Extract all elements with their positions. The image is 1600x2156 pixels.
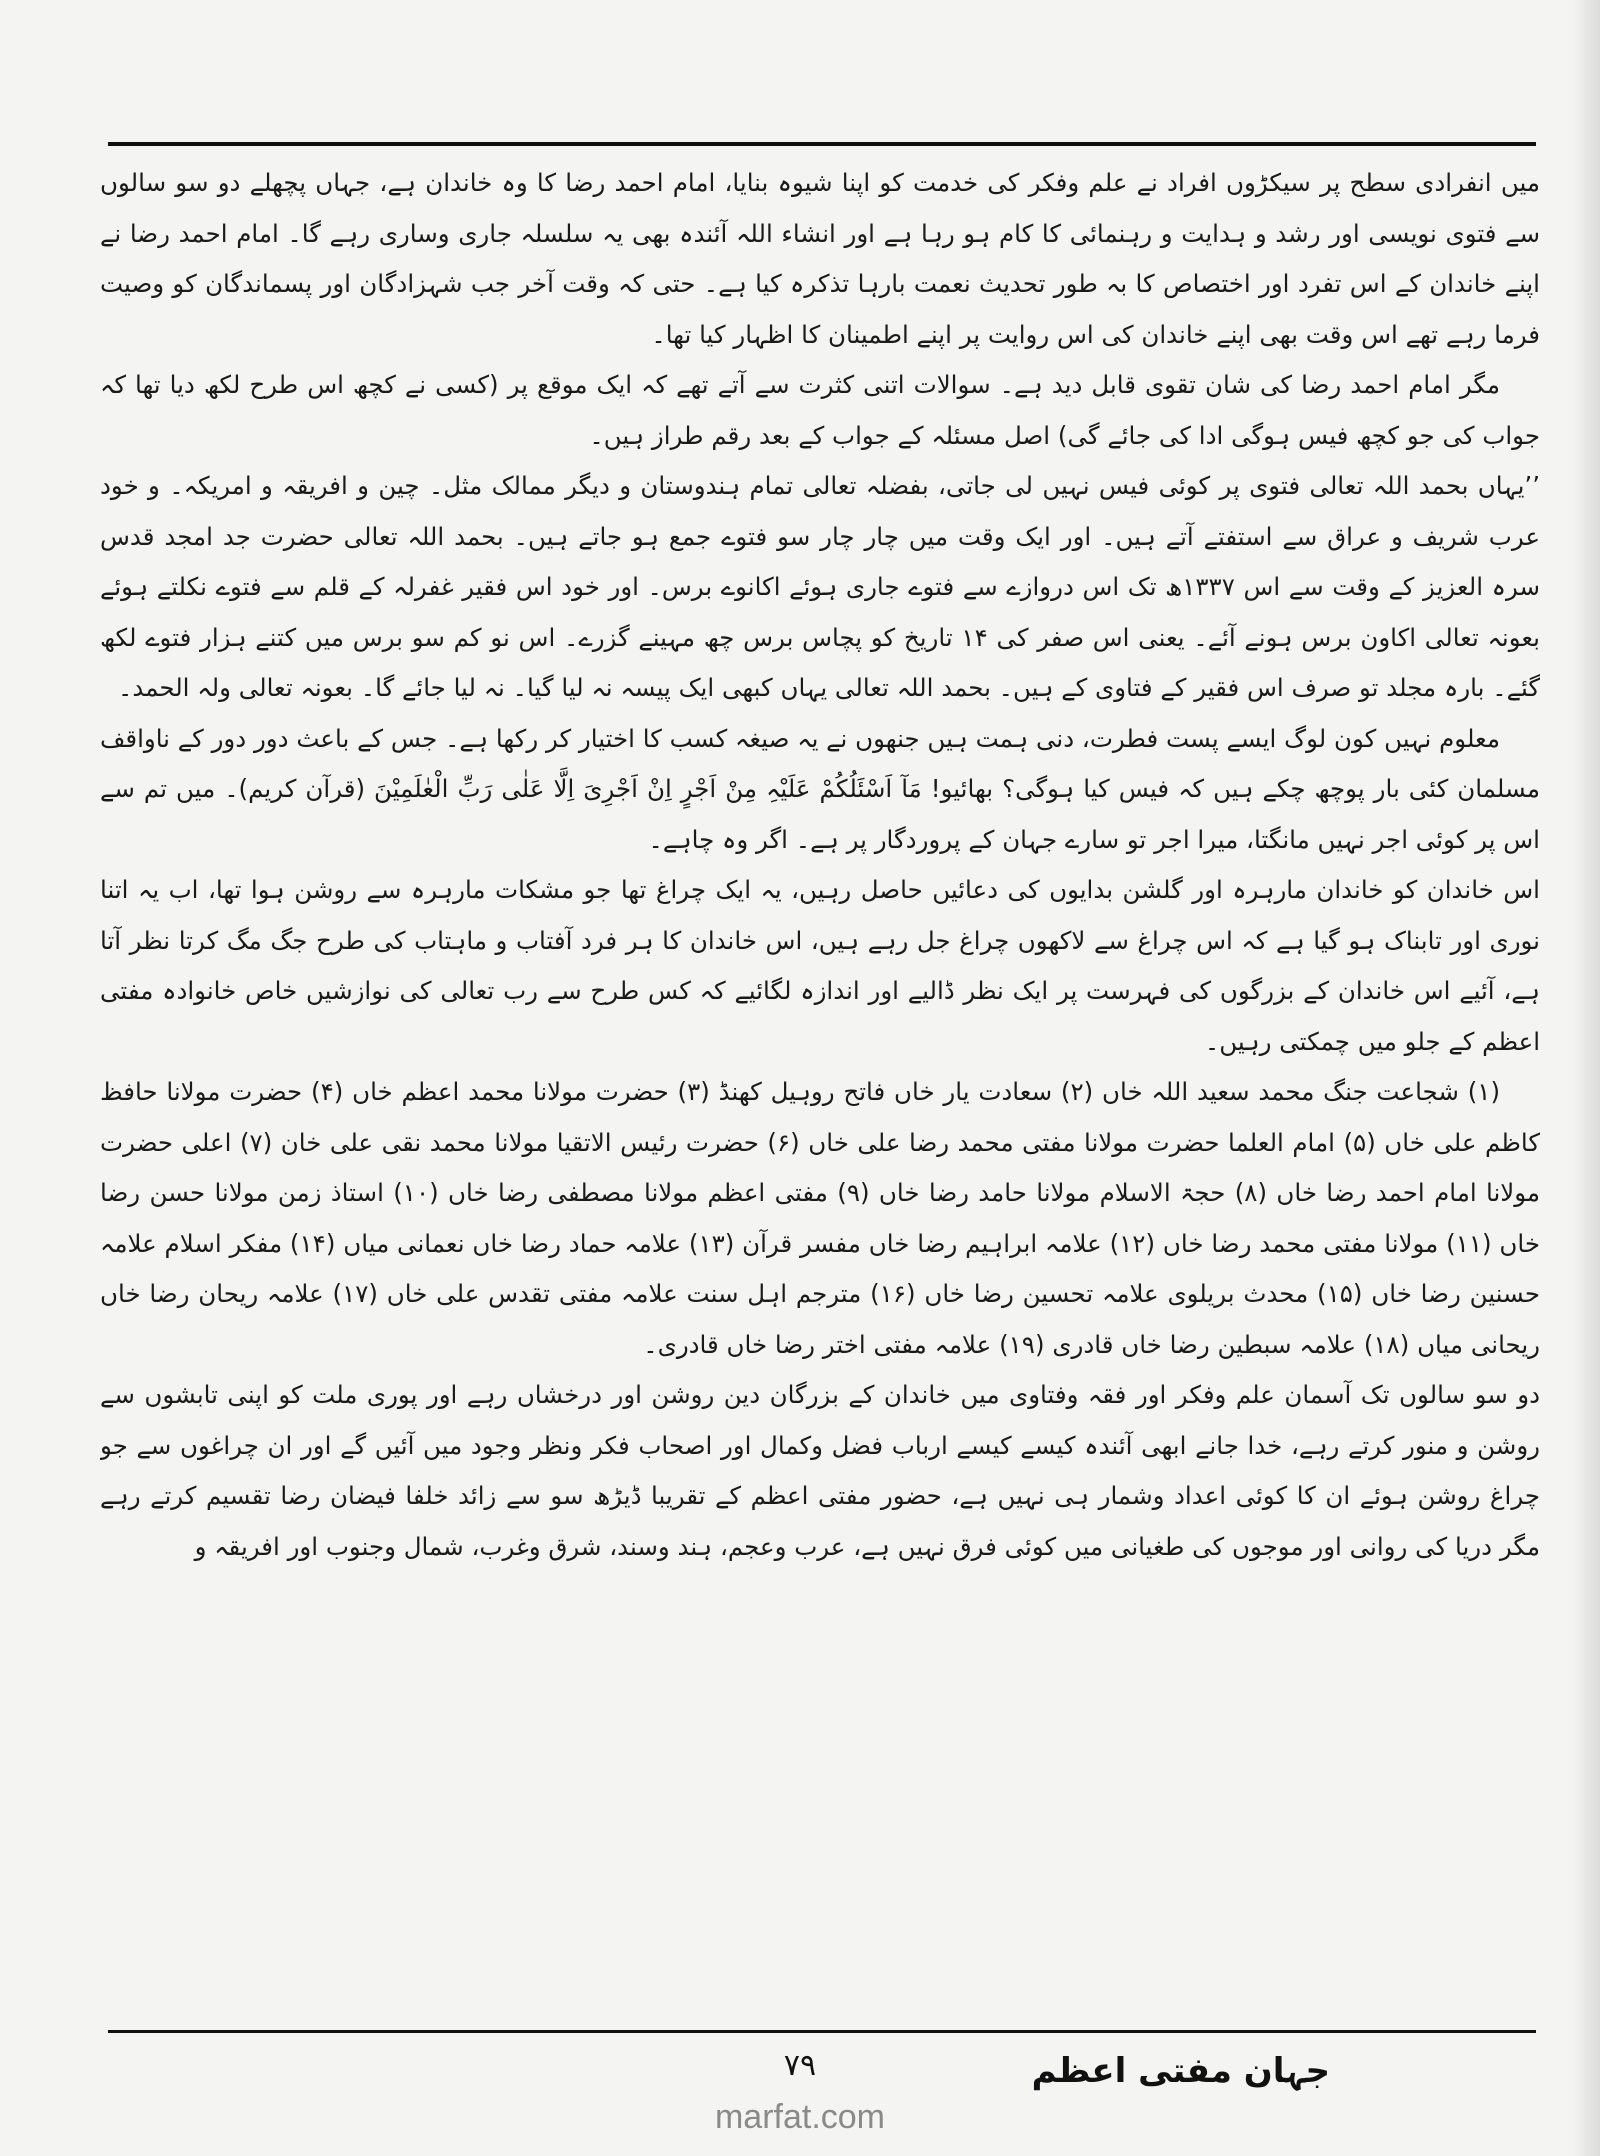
page-edge-shadow [1572,0,1600,2156]
top-rule [108,142,1536,146]
paragraph-7: دو سو سالوں تک آسمان علم وفکر اور فقہ وفتاوی میں خاندان کے بزرگان دین روشن اور درخشاں رہے اور پوری ملت کو اپنی تابشوں سے روشن و منور کرتے رہے، خدا جانے ابھی آئندہ کیسے کیسے ارباب فضل وکمال اور اصحاب فکر ونظر وجود میں آئیں گے اور ان چراغوں سے جو چراغ روشن ہوئے ان کا کوئی اعداد وشمار ہی نہیں ہے، حضور مفتی اعظم کے تقریبا ڈیڑھ سو سے زائد خلفا فیضان رضا تقسیم کرتے رہے مگر دریا کی روانی اور موجوں کی طغیانی میں کوئی فرق نہیں ہے، عرب وعجم، ہند وسند، شرق وغرب، شمال وجنوب اور افریقہ و [100,1380,1540,1561]
bottom-rule [108,2030,1536,2033]
family-list-paragraph: (۱) شجاعت جنگ محمد سعید اللہ خاں (۲) سعادت یار خاں فاتح روہیل کھنڈ (۳) حضرت مولانا محمد اعظم خاں (۴) حضرت مولانا حافظ کاظم علی خاں (۵) امام العلما حضرت مولانا مفتی محمد رضا علی خاں (۶) حضرت رئیس الاتقیا مولانا محمد نقی علی خان (۷) اعلی حضرت مولانا امام احمد رضا خاں (۸) حجۃ الاسلام مولانا حامد رضا خاں (۹) مفتی اعظم مولانا مصطفی رضا خاں (۱۰) استاذ زمن مولانا حسن رضا خاں (۱۱) مولانا مفتی محمد رضا خاں (۱۲) علامہ ابراہیم رضا خاں مفسر قرآن (۱۳) علامہ حماد رضا خاں نعمانی میاں (۱۴) مفکر اسلام علامہ حسنین رضا خاں (۱۵) محدث بریلوی علامہ تحسین رضا خاں (۱۶) مترجم اہل سنت علامہ مفتی تقدس علی خاں (۱۷) علامہ ریحان رضا خاں ریحانی میاں (۱۸) علامہ سبطین رضا خاں قادری (۱۹) علامہ مفتی اختر رضا خاں قادری۔ [100,1077,1540,1359]
paragraph-1: میں انفرادی سطح پر سیکڑوں افراد نے علم وفکر کی خدمت کو اپنا شیوہ بنایا، امام احمد رضا کا وہ خاندان ہے، جہاں پچھلے دو سو سالوں سے فتوی نویسی اور رشد و ہدایت و رہنمائی کا کام ہو رہا ہے اور انشاء اللہ آئندہ بھی یہ سلسلہ جاری وساری رہے گا۔ امام احمد رضا نے اپنے خاندان کے اس تفرد اور اختصاص کا بہ طور تحدیث نعمت بارہا تذکرہ کیا ہے۔ حتی کہ وقت آخر جب شہزادگان اور پسماندگان کو وصیت فرما رہے تھے اس وقت بھی اپنے خاندان کی اس روایت پر اپنے اطمینان کا اظہار کیا تھا۔ [100,168,1540,349]
watermark: marfat.com [714,2098,886,2136]
paragraph-5: اس خاندان کو خاندان مارہرہ اور گلشن بدایوں کی دعائیں حاصل رہیں، یہ ایک چراغ تھا جو مشکات مارہرہ سے روشن ہوا تھا، اب یہ اتنا نوری اور تابناک ہو گیا ہے کہ اس چراغ سے لاکھوں چراغ جل رہے ہیں، اس خاندان کا ہر فرد آفتاب و ماہتاب کی طرح جگ مگ کرتا نظر آتا ہے، آئیے اس خاندان کے بزرگوں کی فہرست پر ایک نظر ڈالیے اور اندازہ لگائیے کہ کس طرح سے رب تعالی کی نوازشیں خاص خانوادہ مفتی اعظم کے جلو میں چمکتی رہیں۔ [100,875,1540,1056]
paragraph-2: مگر امام احمد رضا کی شان تقوی قابل دید ہے۔ سوالات اتنی کثرت سے آتے تھے کہ ایک موقع پر (کسی نے کچھ اس طرح لکھ دیا تھا کہ جواب کی جو کچھ فیس ہوگی ادا کی جائے گی) اصل مسئلہ کے جواب کے بعد رقم طراز ہیں۔ [100,370,1540,450]
page-number: ۷۹ [783,2048,817,2083]
quote-paragraph: ’’یہاں بحمد اللہ تعالی فتوی پر کوئی فیس نہیں لی جاتی، بفضلہ تعالی تمام ہندوستان و دیگر ممالک مثل۔ چین و افریقہ و امریکہ۔ و خود عرب شریف و عراق سے استفتے آتے ہیں۔ اور ایک وقت میں چار چار سو فتوے جمع ہو جاتے ہیں۔ بحمد اللہ تعالی حضرت جد امجد قدس سرہ العزیز کے وقت سے اس ۱۳۳۷ھ تک اس دروازے سے فتوے جاری ہوئے اکانوے برس۔ اور خود اس فقیر غفرلہ کے قلم سے فتوے نکلتے ہوئے بعونہ تعالی اکاون برس ہونے آئے۔ یعنی اس صفر کی ۱۴ تاریخ کو پچاس برس چھ مہینے گزرے۔ اس نو کم سو برس میں کتنے ہزار فتوے لکھ گئے۔ بارہ مجلد تو صرف اس فقیر کے فتاوی کے ہیں۔ بحمد اللہ تعالی یہاں کبھی ایک پیسہ نہ لیا گیا۔ نہ لیا جائے گا۔ بعونہ تعالی ولہ الحمد۔ [100,471,1540,702]
running-footer-title: جہان مفتی اعظم [1031,2051,1330,2091]
body-text [100,158,1540,2023]
paragraph-4: معلوم نہیں کون لوگ ایسے پست فطرت، دنی ہمت ہیں جنھوں نے یہ صیغہ کسب کا اختیار کر رکھا ہے۔ جس کے باعث دور دور کے ناواقف مسلمان کئی بار پوچھ چکے ہیں کہ فیس کیا ہوگی؟ بھائیو! مَآ اَسْئَلُکُمْ عَلَیْہِ مِنْ اَجْرٍ اِنْ اَجْرِیَ اِلَّا عَلٰی رَبِّ الْعٰلَمِیْنَ (قرآن کریم)۔ میں تم سے اس پر کوئی اجر نہیں مانگتا، میرا اجر تو سارے جہان کے پروردگار پر ہے۔ اگر وہ چاہے۔ [100,723,1540,854]
